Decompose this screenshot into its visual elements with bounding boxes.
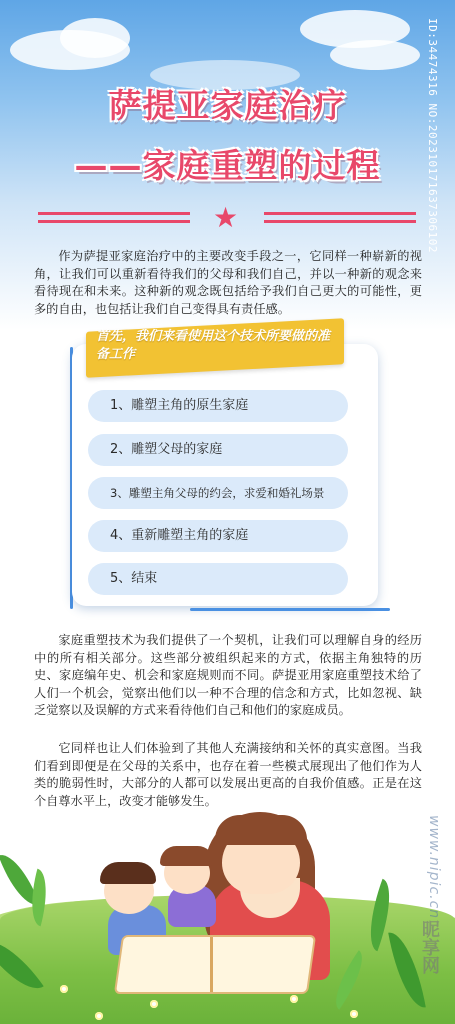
body-paragraph-2 (34, 740, 422, 810)
flower-5 (95, 1012, 103, 1020)
step-item-1: 1、雕塑主角的原生家庭 (88, 390, 348, 422)
deco-line-left-1 (38, 212, 190, 215)
body-paragraph-1 (34, 632, 422, 720)
step-item-2: 2、雕塑父母的家庭 (88, 434, 348, 466)
step-item-4: 4、重新雕塑主角的家庭 (88, 520, 348, 552)
flower-4 (350, 1010, 358, 1018)
flower-2 (150, 1000, 158, 1008)
intro-paragraph (34, 248, 422, 318)
deco-line-left-2 (38, 220, 190, 223)
girl-hair (160, 846, 214, 866)
step-item-3: 3、雕塑主角父母的约会，求爱和婚礼场景 (88, 477, 348, 509)
site-watermark: www.nipic.cn (426, 815, 442, 920)
intro-text: 作为萨提亚家庭治疗中的主要改变手段之一，它同样一种崭新的视角，让我们可以重新看待我们的父母和我们自己，并以一种新的观念来看待现在和未来。这种新的观念既包括给予我们自己更大的可能性，更多的自由，也包括让我们自己变得具有责任感。 (34, 249, 422, 316)
deco-line-right-1 (264, 212, 416, 215)
body-text-1: 家庭重塑技术为我们提供了一个契机，让我们可以理解自身的经历中的所有相关部分。这些部分被组织起来的方式，依据主角独特的历史、家庭编年史、机会和家庭规则而不同。萨提亚用家庭重塑技术给了人们一个机会，觉察出他们以一种不合理的信念和方式，比如忽视、缺乏觉察以及误解的方式来看待他们自己和他们的家庭成员。 (34, 633, 422, 717)
body-text-2: 它同样也让人们体验到了其他人充满接纳和关怀的真实意图。当我们看到即便是在父母的关系中，也存在着一些模式展现出了他们作为人类的脆弱性时，大部分的人都可以发展出更高的自我价值感。正是在这个自尊水平上，改变才能够发生。 (34, 741, 422, 808)
banner-text: 首先，我们来看使用这个技术所要做的准备工作 (96, 329, 331, 362)
book-spine (210, 937, 213, 992)
deco-line-right-2 (264, 220, 416, 223)
id-watermark: ID:34474316 NO:20231017163730610​2 (426, 18, 439, 254)
brand-watermark: 昵享网 (419, 920, 440, 974)
title-line-2: ——家庭重塑的过程 (74, 146, 381, 185)
cloud-4 (330, 40, 420, 70)
title-line-1: 萨提亚家庭治疗 (108, 86, 347, 125)
cloud-2 (60, 18, 130, 58)
boy-hair (100, 862, 156, 884)
flower-1 (60, 985, 68, 993)
open-book (114, 935, 316, 994)
star-icon: ★ (213, 201, 239, 234)
mother-bangs (215, 815, 307, 845)
flower-3 (290, 995, 298, 1003)
step-item-5: 5、结束 (88, 563, 348, 595)
card-accent-horizontal (190, 608, 390, 611)
